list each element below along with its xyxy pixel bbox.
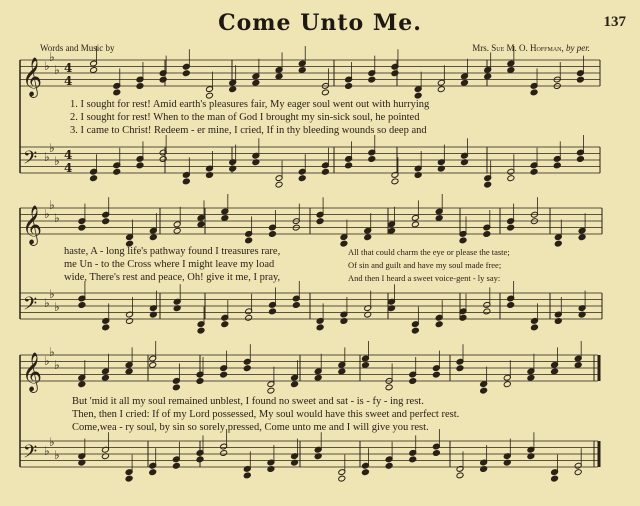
note-head bbox=[292, 302, 300, 309]
note-head bbox=[483, 308, 491, 315]
note-head bbox=[298, 175, 306, 182]
note-head bbox=[507, 175, 515, 182]
note-head bbox=[362, 362, 370, 369]
lyric-line: Come,wea - ry soul, by sin so sorely pressed, Come unto me and I will give you rest. bbox=[72, 422, 429, 433]
credit-words-music: Words and Music by bbox=[40, 43, 115, 53]
note-head bbox=[527, 374, 535, 381]
note-head bbox=[182, 70, 190, 77]
note-head bbox=[459, 237, 467, 244]
note-head bbox=[507, 67, 515, 74]
note-head bbox=[267, 387, 275, 394]
note-head bbox=[576, 76, 584, 83]
flat-icon: ♭ bbox=[54, 211, 60, 225]
note-head bbox=[314, 374, 322, 381]
note-head bbox=[553, 162, 561, 169]
flat-icon: ♭ bbox=[49, 141, 55, 155]
note-head bbox=[125, 475, 133, 482]
note-head bbox=[196, 456, 204, 463]
note-head bbox=[243, 365, 251, 372]
note-head bbox=[149, 469, 157, 476]
note-head bbox=[368, 76, 376, 83]
flat-icon: ♭ bbox=[44, 59, 50, 73]
note-head bbox=[432, 450, 440, 457]
note-head bbox=[245, 314, 253, 321]
note-head bbox=[220, 450, 228, 457]
lyric-line: wide, There's rest and peace, Oh! give it me, I pray, bbox=[64, 272, 281, 283]
time-signature: 4 bbox=[64, 74, 73, 88]
note-head bbox=[435, 321, 443, 328]
note-head bbox=[197, 327, 205, 334]
flat-icon: ♭ bbox=[54, 154, 60, 168]
note-head bbox=[136, 162, 144, 169]
note-head bbox=[316, 218, 324, 225]
note-head bbox=[411, 327, 419, 334]
note-head bbox=[196, 378, 204, 385]
note-head bbox=[503, 381, 511, 388]
note-head bbox=[484, 181, 492, 188]
note-head bbox=[136, 83, 144, 90]
note-head bbox=[456, 365, 464, 372]
note-head bbox=[90, 67, 98, 74]
note-head bbox=[574, 362, 582, 369]
note-head bbox=[456, 472, 464, 479]
note-head bbox=[388, 227, 396, 234]
note-head bbox=[78, 302, 86, 309]
flat-icon: ♭ bbox=[54, 358, 60, 372]
note-head bbox=[368, 156, 376, 163]
flat-icon: ♭ bbox=[54, 63, 60, 77]
note-head bbox=[385, 462, 393, 469]
note-head bbox=[243, 472, 251, 479]
note-head bbox=[483, 231, 491, 238]
flat-icon: ♭ bbox=[44, 296, 50, 310]
note-head bbox=[229, 86, 237, 93]
note-head bbox=[78, 224, 86, 231]
flat-icon: ♭ bbox=[49, 50, 55, 64]
note-head bbox=[338, 475, 346, 482]
note-head bbox=[385, 384, 393, 391]
note-head bbox=[480, 387, 488, 394]
credit-author-prefix: Mrs. bbox=[472, 43, 489, 53]
note-head bbox=[391, 178, 399, 185]
flat-icon: ♭ bbox=[44, 444, 50, 458]
note-head bbox=[252, 79, 260, 86]
note-head bbox=[173, 227, 181, 234]
flat-icon: ♭ bbox=[49, 287, 55, 301]
note-head bbox=[461, 79, 469, 86]
flat-icon: ♭ bbox=[54, 448, 60, 462]
note-head bbox=[102, 374, 110, 381]
note-head bbox=[340, 240, 348, 247]
note-head bbox=[530, 89, 538, 96]
lyric-line: Then, then I cried: If of my Lord possessed, My soul would have this sweet and perfect rest. bbox=[72, 409, 460, 420]
note-head bbox=[409, 378, 417, 385]
note-head bbox=[291, 381, 299, 388]
time-signature: 4 bbox=[64, 148, 73, 162]
note-head bbox=[206, 92, 214, 99]
note-head bbox=[182, 178, 190, 185]
note-head bbox=[507, 224, 515, 231]
lyric-line: me Un - to the Cross where I might leave my load bbox=[64, 259, 275, 270]
note-head bbox=[316, 324, 324, 331]
note-head bbox=[275, 181, 283, 188]
note-head bbox=[149, 234, 157, 241]
note-head bbox=[507, 302, 515, 309]
note-head bbox=[321, 168, 329, 175]
note-head bbox=[411, 221, 419, 228]
note-head bbox=[391, 70, 399, 77]
note-head bbox=[149, 362, 157, 369]
note-head bbox=[362, 469, 370, 476]
note-head bbox=[551, 475, 559, 482]
note-head bbox=[159, 156, 167, 163]
note-head bbox=[275, 73, 283, 80]
note-head bbox=[574, 469, 582, 476]
lyric-line: Of sin and guilt and have my soul made free; bbox=[348, 260, 502, 270]
note-head bbox=[554, 240, 562, 247]
note-head bbox=[221, 321, 229, 328]
credit-author-name: Sue M. O. Hoffman, bbox=[491, 43, 564, 53]
lyric-line: And then I heard a sweet voice-gent - ly say: bbox=[348, 273, 501, 283]
note-head bbox=[298, 67, 306, 74]
page-number: 137 bbox=[603, 14, 626, 30]
note-head bbox=[113, 168, 121, 175]
note-head bbox=[530, 168, 538, 175]
note-head bbox=[172, 384, 180, 391]
flat-icon: ♭ bbox=[49, 345, 55, 359]
flat-icon: ♭ bbox=[49, 435, 55, 449]
time-signature: 4 bbox=[64, 161, 73, 175]
note-head bbox=[113, 89, 121, 96]
note-head bbox=[220, 371, 228, 378]
flat-icon: ♭ bbox=[54, 300, 60, 314]
note-head bbox=[90, 175, 98, 182]
treble-clef-icon: 𝄞 bbox=[22, 205, 43, 245]
lyric-line: 2. I sought for rest! When to the man of God I brought my sin-sick soul, he pointed bbox=[70, 112, 420, 123]
note-head bbox=[125, 368, 133, 375]
note-head bbox=[409, 456, 417, 463]
flat-icon: ♭ bbox=[44, 207, 50, 221]
note-head bbox=[484, 73, 492, 80]
bass-clef-icon: 𝄢 bbox=[23, 442, 38, 467]
note-head bbox=[578, 234, 586, 241]
note-head bbox=[269, 231, 277, 238]
note-head bbox=[102, 324, 110, 331]
treble-clef-icon: 𝄞 bbox=[22, 57, 43, 97]
lyric-line: But 'mid it all my soul remained unblest, I found no sweet and sat - is - fy - ing rest. bbox=[72, 396, 424, 407]
flat-icon: ♭ bbox=[44, 150, 50, 164]
hymn-title: Come Unto Me. bbox=[218, 10, 422, 36]
note-head bbox=[531, 324, 539, 331]
note-head bbox=[338, 368, 346, 375]
note-head bbox=[414, 92, 422, 99]
note-head bbox=[576, 156, 584, 163]
note-head bbox=[269, 308, 277, 315]
lyric-line: haste, A - long life's pathway found I treasures rare, bbox=[64, 246, 281, 257]
flat-icon: ♭ bbox=[44, 354, 50, 368]
note-head bbox=[78, 381, 86, 388]
note-head bbox=[221, 215, 229, 222]
note-head bbox=[102, 218, 110, 225]
note-head bbox=[321, 89, 329, 96]
note-head bbox=[435, 215, 443, 222]
lyric-line: 1. I sought for rest! Amid earth's pleasures fair, My eager soul went out with hurrying bbox=[70, 99, 430, 110]
note-head bbox=[159, 76, 167, 83]
note-head bbox=[345, 162, 353, 169]
time-signature: 4 bbox=[64, 61, 73, 75]
lyric-line: All that could charm the eye or please the taste; bbox=[348, 247, 510, 257]
note-head bbox=[245, 237, 253, 244]
bass-clef-icon: 𝄢 bbox=[23, 294, 38, 319]
note-head bbox=[551, 368, 559, 375]
note-head bbox=[364, 234, 372, 241]
note-head bbox=[437, 86, 445, 93]
note-head bbox=[345, 83, 353, 90]
treble-clef-icon: 𝄞 bbox=[22, 352, 43, 392]
note-head bbox=[197, 221, 205, 228]
note-head bbox=[172, 462, 180, 469]
note-head bbox=[432, 371, 440, 378]
lyric-line: 3. I came to Christ! Redeem - er mine, I cried, If in thy bleeding wounds so deep and bbox=[70, 125, 427, 136]
flat-icon: ♭ bbox=[49, 198, 55, 212]
bass-clef-icon: 𝄢 bbox=[23, 148, 38, 173]
credit-author-suffix: by per. bbox=[566, 43, 590, 53]
